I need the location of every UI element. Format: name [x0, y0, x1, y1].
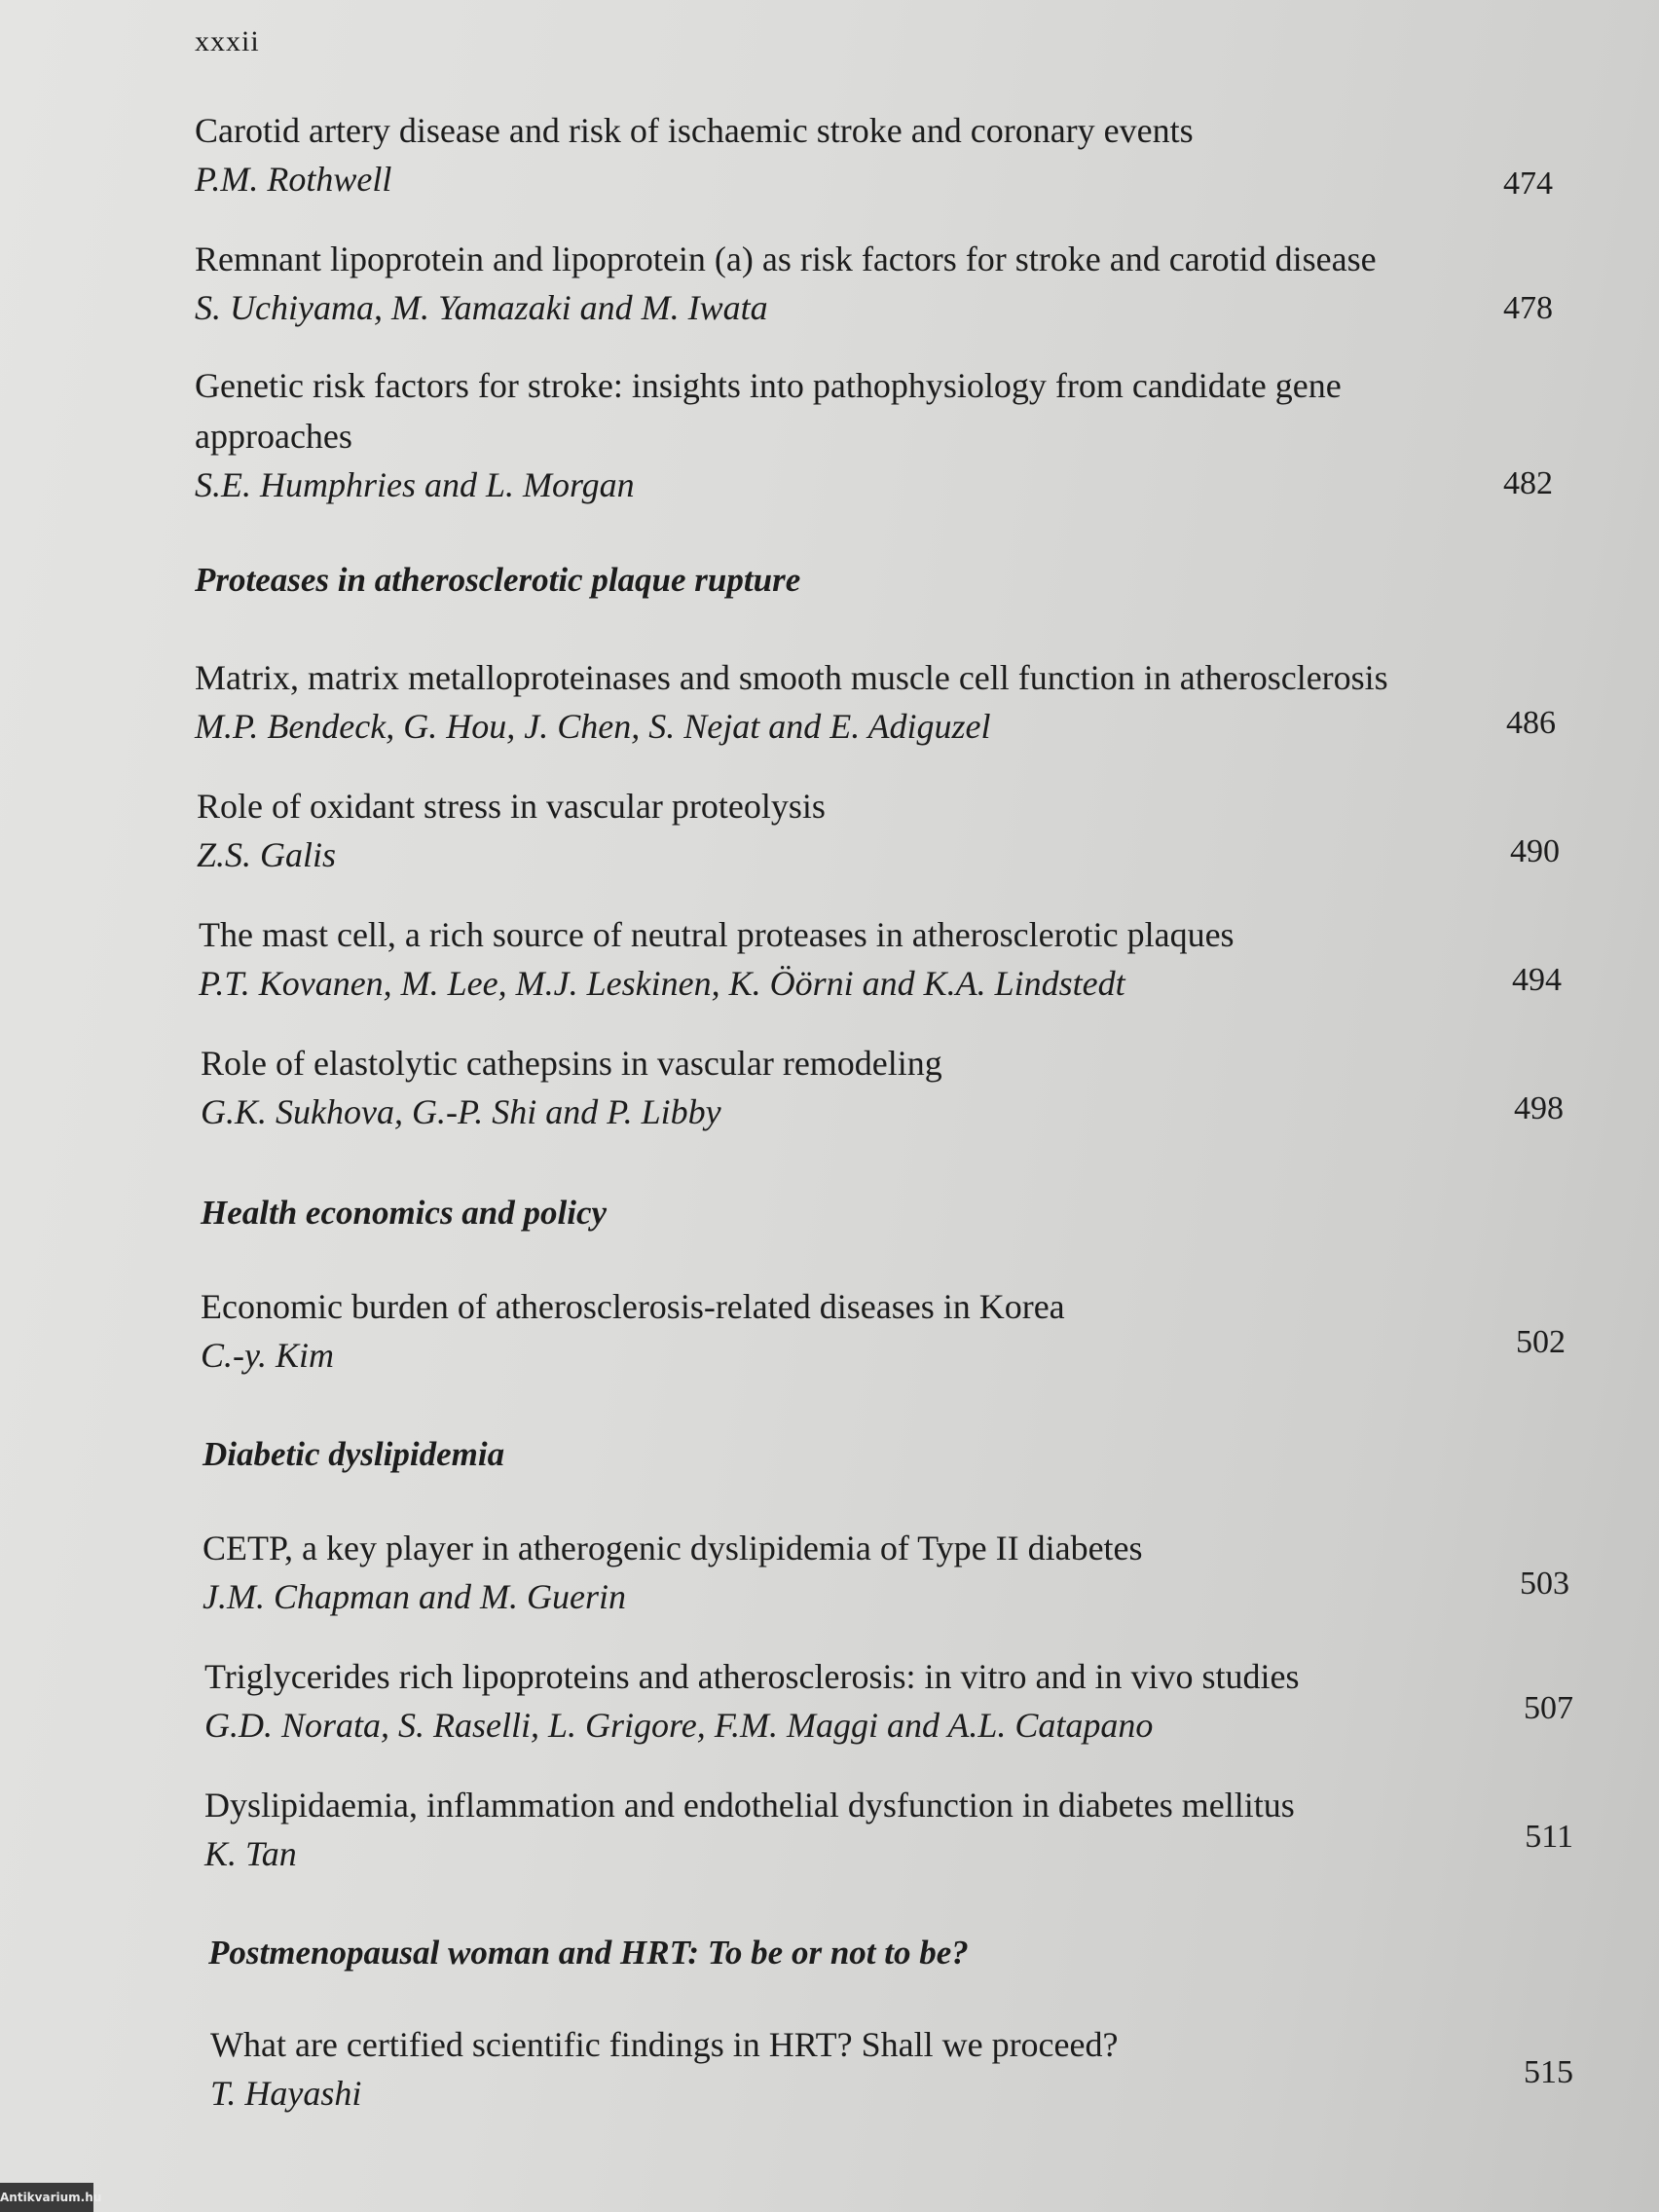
entry-authors: T. Hayashi — [210, 2074, 362, 2113]
entry-title-line: Genetic risk factors for stroke: insights into pathophysiology from candidate gene — [195, 366, 1342, 405]
entry-page: 494 — [1512, 962, 1562, 998]
toc-entry — [203, 1523, 1624, 1620]
entry-title: Economic burden of atherosclerosis-related diseases in Korea — [201, 1287, 1065, 1326]
entry-authors: S. Uchiyama, M. Yamazaki and M. Iwata — [195, 288, 768, 327]
entry-authors: P.M. Rothwell — [195, 160, 392, 199]
section-heading: Diabetic dyslipidemia — [203, 1435, 505, 1473]
entry-authors: P.T. Kovanen, M. Lee, M.J. Leskinen, K. Öörni and K.A. Lindstedt — [199, 964, 1125, 1003]
entry-page: 474 — [1503, 166, 1553, 202]
toc-entry — [204, 1651, 1626, 1749]
page-number: xxxii — [195, 25, 260, 57]
entry-page: 478 — [1503, 290, 1553, 326]
toc-entry — [204, 1780, 1626, 1877]
watermark: Antikvarium.hu — [0, 2183, 93, 2212]
toc-entry — [201, 1038, 1622, 1135]
entry-title: Remnant lipoprotein and lipoprotein (a) as risk factors for stroke and carotid disease — [195, 240, 1377, 278]
entry-authors: M.P. Bendeck, G. Hou, J. Chen, S. Nejat and E. Adiguzel — [195, 707, 991, 746]
entry-page: 502 — [1516, 1324, 1566, 1360]
entry-page: 511 — [1525, 1819, 1573, 1855]
entry-page: 482 — [1503, 465, 1553, 501]
entry-authors: G.K. Sukhova, G.-P. Shi and P. Libby — [201, 1092, 721, 1131]
entry-authors: J.M. Chapman and M. Guerin — [203, 1577, 626, 1616]
entry-title: Carotid artery disease and risk of ischaemic stroke and coronary events — [195, 111, 1194, 150]
entry-page: 515 — [1524, 2054, 1573, 2090]
toc-entry — [199, 909, 1620, 1007]
toc-entry — [195, 234, 1616, 331]
entry-title: Role of oxidant stress in vascular proteolysis — [197, 787, 826, 826]
entry-authors: Z.S. Galis — [197, 835, 337, 874]
toc-entry — [195, 652, 1616, 750]
entry-authors: C.-y. Kim — [201, 1336, 335, 1375]
entry-authors: G.D. Norata, S. Raselli, L. Grigore, F.M. Maggi and A.L. Catapano — [204, 1706, 1154, 1745]
entry-page: 507 — [1524, 1690, 1573, 1726]
toc-entry — [195, 105, 1616, 203]
toc-entry — [210, 2019, 1632, 2117]
entry-title: What are certified scientific findings in HRT? Shall we proceed? — [210, 2025, 1119, 2064]
toc-entry — [201, 1281, 1622, 1379]
entry-page: 490 — [1510, 833, 1560, 869]
entry-authors: S.E. Humphries and L. Morgan — [195, 465, 635, 504]
entry-page: 503 — [1520, 1566, 1569, 1602]
entry-authors: K. Tan — [204, 1834, 297, 1873]
entry-title: Role of elastolytic cathepsins in vascular remodeling — [201, 1044, 942, 1083]
entry-title: The mast cell, a rich source of neutral proteases in atherosclerotic plaques — [199, 915, 1235, 954]
toc-entry — [197, 781, 1618, 878]
entry-title: Matrix, matrix metalloproteinases and smooth muscle cell function in atherosclerosis — [195, 658, 1388, 697]
entry-page: 486 — [1506, 705, 1556, 741]
entry-title: Triglycerides rich lipoproteins and atherosclerosis: in vitro and in vivo studies — [204, 1657, 1300, 1696]
entry-page: 498 — [1514, 1090, 1564, 1126]
section-heading: Health economics and policy — [201, 1194, 608, 1232]
entry-title: CETP, a key player in atherogenic dyslipidemia of Type II diabetes — [203, 1529, 1143, 1567]
entry-title-line: approaches — [195, 417, 352, 456]
entry-title: Dyslipidaemia, inflammation and endothelial dysfunction in diabetes mellitus — [204, 1786, 1295, 1825]
section-heading: Postmenopausal woman and HRT: To be or not to be? — [208, 1934, 969, 1972]
toc-entry — [195, 360, 1616, 508]
section-heading: Proteases in atherosclerotic plaque rupture — [195, 561, 801, 599]
